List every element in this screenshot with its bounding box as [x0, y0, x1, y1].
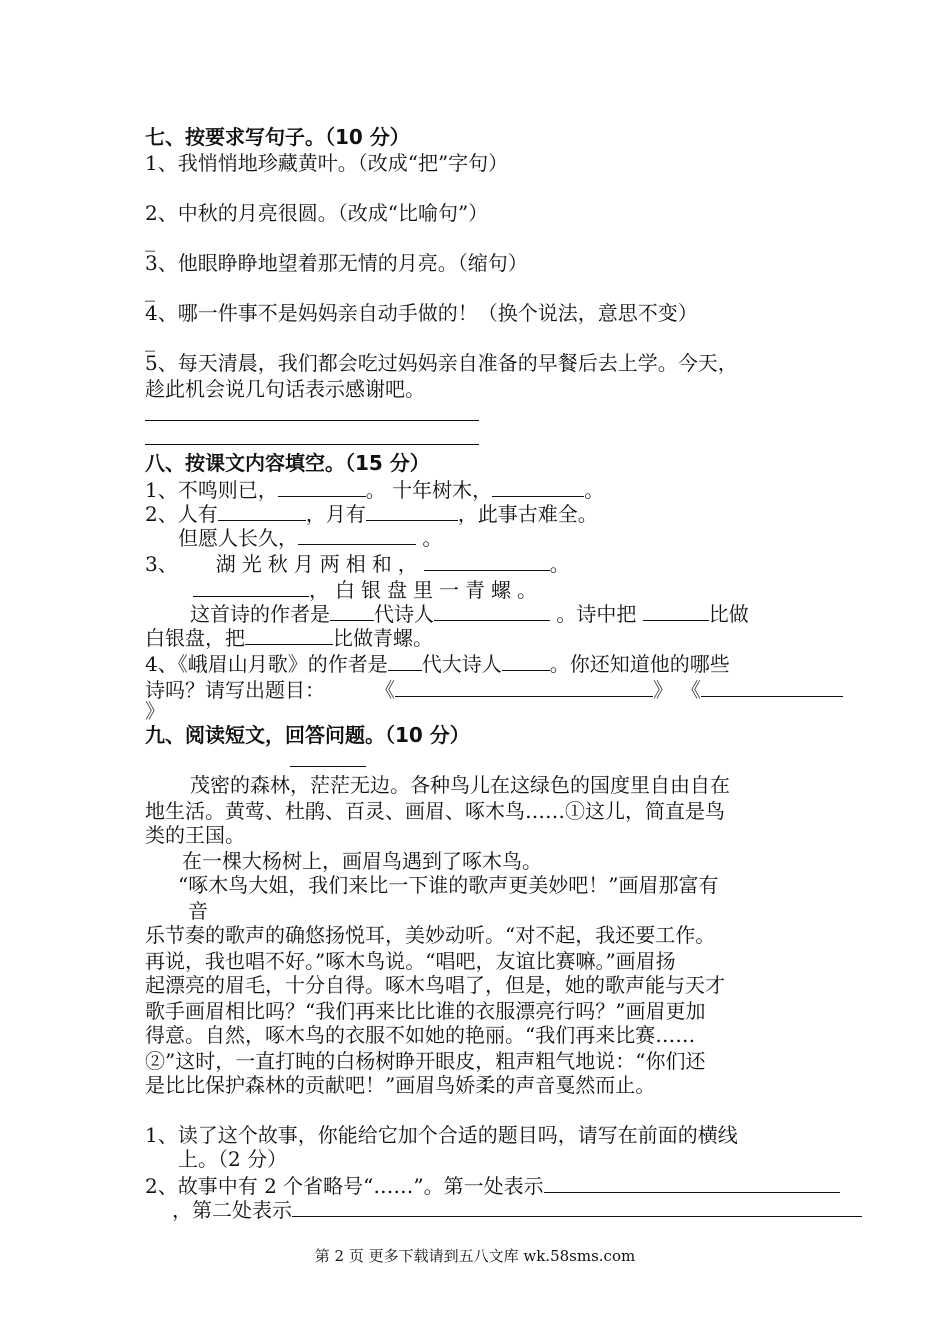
section8-q3 [145, 550, 570, 577]
fill-blank [388, 650, 422, 671]
passage-line: ②”这时，一直打盹的白杨树睁开眼皮，粗声粗气地说：“你们还 [145, 1049, 706, 1073]
fill-blank [245, 624, 333, 645]
section9-q2-line2 [172, 1196, 862, 1223]
passage-line: 得意。自然，啄木鸟的衣服不如她的艳丽。“我们再来比赛…… [145, 1023, 696, 1047]
fill-blank [544, 1172, 840, 1193]
section8-q3-line4 [145, 624, 433, 651]
section8-q4 [145, 650, 730, 677]
fill-blank [218, 500, 306, 521]
fill-blank [434, 600, 550, 621]
section8-q3-line2 [193, 576, 543, 603]
fill-blank [330, 600, 374, 621]
section8-q1 [145, 476, 604, 503]
q2-text-d: 但愿人长久， [178, 526, 298, 550]
section8-q2 [145, 500, 598, 527]
fill-blank [193, 576, 309, 597]
q3-text-g: 比做 [708, 602, 749, 626]
section7-q2: 2、中秋的月亮很圆。（改成“比喻句”） [145, 201, 489, 225]
fill-blank [502, 650, 550, 671]
section7-q5-line2: 趁此机会说几句话表示感谢吧。 [145, 377, 425, 401]
passage-line: 歌手画眉相比吗？“我们再来比比谁的衣服漂亮行吗？”画眉更加 [145, 999, 706, 1023]
fill-blank [643, 600, 709, 621]
fill-blank [366, 500, 458, 521]
passage-line: “啄木鸟大姐，我们来比一下谁的歌声更美妙吧！”画眉那富有 [178, 873, 719, 897]
q2-second-prompt: ，第二处表示 [172, 1198, 292, 1222]
title-answer-line [290, 766, 366, 767]
answer-dash: _ [145, 328, 155, 352]
q4-text-c: 。你还知道他的哪些 [549, 652, 730, 676]
q3-text-c: ，白银盘里一青螺。 [309, 578, 543, 602]
q2-prompt: 2、故事中有 2 个省略号“……”。第一处表示 [145, 1174, 544, 1198]
passage-line: 类的王国。 [145, 823, 245, 847]
q3-text-h: 白银盘，把 [145, 626, 245, 650]
section9-heading: 九、阅读短文，回答问题。（10 分） [145, 723, 470, 747]
section8-q3-line3 [190, 600, 749, 627]
passage-line: 在一棵大杨树上，画眉鸟遇到了啄木鸟。 [182, 849, 542, 873]
passage-line: 乐节奏的歌声的确悠扬悦耳，美妙动听。“对不起，我还要工作。 [145, 923, 716, 947]
answer-dash: _ [145, 228, 155, 252]
fill-blank [395, 676, 653, 697]
fill-blank [424, 550, 550, 571]
fill-blank [292, 1196, 862, 1217]
answer-line [145, 444, 479, 445]
section9-q1-line2: 上。（2 分） [178, 1147, 288, 1171]
passage-line: 再说，我也唱不好。”啄木鸟说。“唱吧，友谊比赛嘛。”画眉扬 [145, 949, 676, 973]
section7-q1: 1、我悄悄地珍藏黄叶。（改成“把”字句） [145, 151, 509, 175]
q4-bracket-open-2: 《 [681, 678, 701, 702]
section9-q2 [145, 1172, 840, 1199]
q1-text-b: 。 十年树木， [365, 478, 493, 502]
q4-text-b: 代大诗人 [421, 652, 502, 676]
section8-q4-line2 [145, 676, 843, 703]
q2-text-a: 2、人有 [145, 502, 218, 526]
q4-bracket-close-1: 》 [653, 678, 673, 702]
q3-text-f: 。诗中把 [550, 602, 643, 626]
fill-blank [492, 476, 584, 497]
q3-text-a: 湖光秋月两相和， [215, 552, 424, 576]
passage-line: 是比比保护森林的贡献吧！”画眉鸟娇柔的声音戛然而止。 [145, 1073, 656, 1097]
q3-text-e: 代诗人 [374, 602, 434, 626]
answer-dash: _ [145, 278, 155, 302]
passage-line: 地生活。黄莺、杜鹃、百灵、画眉、啄木鸟……①这儿，简直是鸟 [145, 799, 725, 823]
q2-text-c: ，此事古难全。 [457, 502, 598, 526]
fill-blank [298, 524, 416, 545]
q1-text-c: 。 [584, 478, 605, 502]
passage-line: 茂密的森林，茫茫无边。各种鸟儿在这绿色的国度里自由自在 [190, 773, 730, 797]
section8-heading: 八、按课文内容填空。（15 分） [145, 451, 430, 475]
q3-number: 3、 [145, 552, 178, 576]
q3-text-i: 比做青螺。 [333, 626, 433, 650]
q4-bracket-close-2: 》 [145, 699, 165, 723]
section8-q2-continued [178, 524, 442, 551]
section7-heading: 七、按要求写句子。（10 分） [145, 125, 410, 149]
passage-line: 起漂亮的眉毛，十分自得。啄木鸟唱了，但是，她的歌声能与天才 [145, 973, 725, 997]
q3-text-b: 。 [549, 552, 570, 576]
answer-line [145, 420, 479, 421]
q2-text-b: ，月有 [305, 502, 366, 526]
q2-text-e: 。 [416, 526, 443, 550]
passage-line: 音 [188, 899, 208, 923]
section7-q5-line1: 5、每天清晨，我们都会吃过妈妈亲自准备的早餐后去上学。今天， [145, 351, 738, 375]
q1-text-a: 1、不鸣则已， [145, 478, 278, 502]
fill-blank [278, 476, 366, 497]
q4-bracket-open-1: 《 [375, 678, 395, 702]
q4-text-d: 诗吗？请写出题目： [145, 678, 325, 702]
page-footer: 第 2 页 更多下载请到五八文库 wk.58sms.com [314, 1247, 636, 1265]
q4-text-a: 4、《峨眉山月歌》的作者是 [145, 652, 388, 676]
section7-q3: 3、他眼睁睁地望着那无情的月亮。（缩句） [145, 251, 528, 275]
fill-blank [701, 676, 843, 697]
section7-q4: 4、哪一件事不是妈妈亲自动手做的！（换个说法，意思不变） [145, 301, 698, 325]
section9-q1: 1、读了这个故事，你能给它加个合适的题目吗，请写在前面的横线 [145, 1123, 738, 1147]
q3-text-d: 这首诗的作者是 [190, 602, 330, 626]
